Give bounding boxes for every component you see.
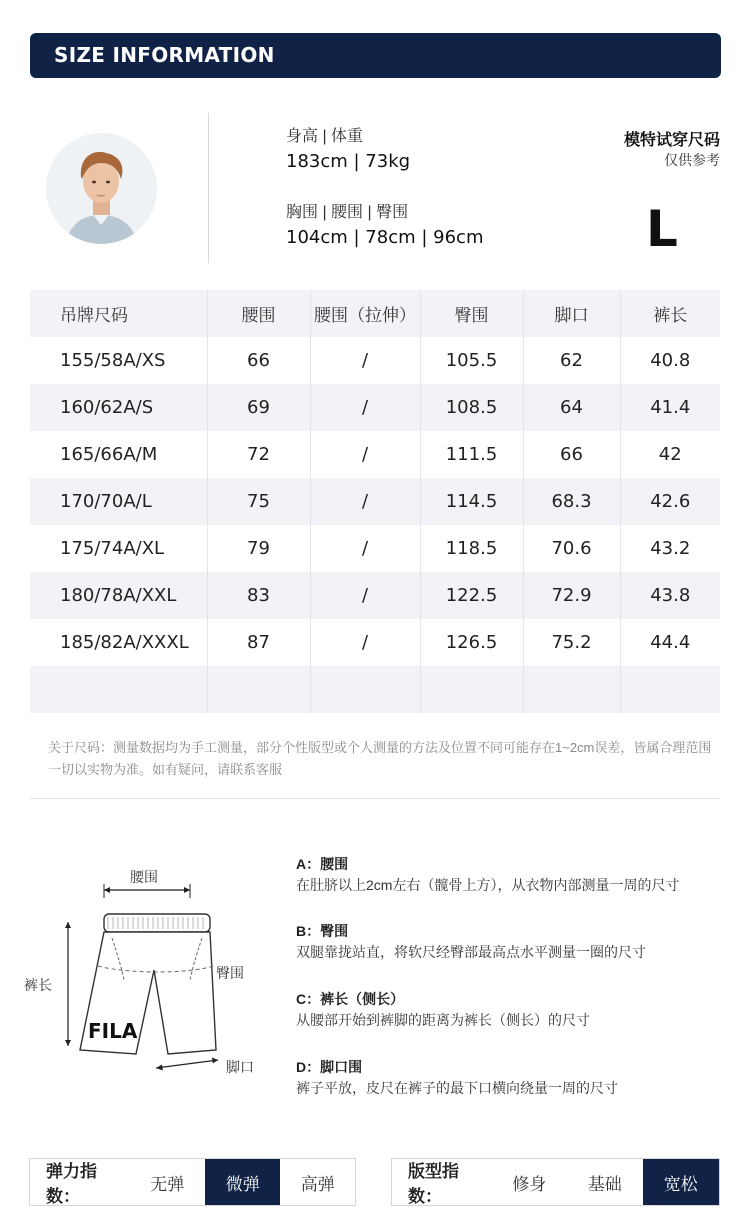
table-cell: 118.5 [420, 525, 523, 572]
table-cell: / [310, 572, 420, 619]
table-cell: 75 [207, 478, 310, 525]
table-cell: 83 [207, 572, 310, 619]
elasticity-label: 弹力指数： [46, 1162, 97, 1206]
table-header-cell: 臀围 [420, 290, 523, 337]
hem-label: 脚口 [226, 1060, 254, 1076]
desc-waist [296, 854, 736, 896]
hip-label: 臀围 [216, 966, 244, 982]
table-cell: 155/58A/XS [60, 350, 166, 371]
elasticity-option-slight[interactable]: 微弹 [205, 1159, 281, 1205]
table-cell: 160/62A/S [30, 384, 207, 431]
body-measure-label: 胸围 | 腰围 | 臀围 [286, 204, 409, 221]
desc-title: C：裤长（侧长） [296, 991, 405, 1007]
fila-logo: FILA [88, 1019, 138, 1043]
table-cell: / [310, 337, 420, 384]
table-cell: 108.5 [420, 384, 523, 431]
table-cell: 180/78A/XXL [30, 572, 207, 619]
table-header-cell: 腰围 [207, 290, 310, 337]
height-weight-block [286, 125, 410, 175]
body-measure-block [286, 201, 483, 251]
tryon-size-note: 仅供参考 [664, 152, 720, 168]
table-cell: 42.6 [620, 478, 720, 525]
fit-label: 版型指数： [408, 1162, 459, 1206]
desc-text: 在肚脐以上2cm左右（髋骨上方），从衣物内部测量一周的尺寸 [296, 877, 680, 893]
model-portrait-icon [46, 133, 157, 244]
table-row [30, 525, 720, 572]
shorts-icon [18, 860, 278, 1090]
table-cell: 175/74A/XL [60, 538, 165, 559]
table-cell: / [310, 478, 420, 525]
desc-title: D：脚口围 [296, 1059, 363, 1075]
table-cell: 42 [620, 431, 720, 478]
table-cell: 75.2 [523, 619, 620, 666]
table-cell: 114.5 [420, 478, 523, 525]
table-cell: 70.6 [523, 525, 620, 572]
desc-text: 从腰部开始到裤脚的距离为裤长（侧长）的尺寸 [296, 1012, 590, 1028]
table-row-empty [30, 666, 720, 713]
table-cell: 126.5 [420, 619, 523, 666]
length-label: 裤长 [24, 978, 52, 994]
table-cell: 44.4 [620, 619, 720, 666]
table-row [30, 384, 720, 431]
desc-title: B：臀围 [296, 923, 349, 939]
table-cell: 43.2 [620, 525, 720, 572]
table-cell: 69 [207, 384, 310, 431]
desc-hip [296, 921, 736, 963]
table-row [30, 478, 720, 525]
table-cell: 79 [207, 525, 310, 572]
tryon-size-letter: L [646, 200, 678, 258]
shorts-diagram [18, 860, 278, 1090]
fit-index [391, 1158, 720, 1206]
height-weight-value: 183cm | 73kg [286, 151, 411, 172]
height-weight-label: 身高 | 体重 [286, 128, 364, 145]
fit-option-slim[interactable]: 修身 [512, 1174, 547, 1194]
table-cell: 72 [207, 431, 310, 478]
desc-length [296, 989, 736, 1031]
model-divider [208, 113, 209, 263]
desc-title: A：腰围 [296, 856, 349, 872]
desc-hem [296, 1057, 736, 1099]
table-row [30, 431, 720, 478]
table-cell: 105.5 [420, 337, 523, 384]
table-cell: 87 [207, 619, 310, 666]
table-cell: 40.8 [620, 337, 720, 384]
table-cell: 185/82A/XXXL [60, 632, 189, 653]
desc-text: 双腿靠拢站直，将软尺经臀部最高点水平测量一圈的尺寸 [296, 944, 646, 960]
table-row [30, 337, 720, 384]
model-avatar [46, 133, 157, 244]
table-header-cell: 腰围（拉伸） [310, 290, 420, 337]
table-cell: 170/70A/L [30, 478, 207, 525]
table-header-cell: 脚口 [523, 290, 620, 337]
elasticity-option-high[interactable]: 高弹 [300, 1174, 335, 1194]
table-cell: 62 [523, 337, 620, 384]
table-header-cell: 裤长 [620, 290, 720, 337]
section-header: SIZE INFORMATION [30, 33, 721, 78]
section-divider [30, 798, 720, 799]
fit-option-loose[interactable]: 宽松 [643, 1159, 720, 1205]
table-cell: 66 [207, 337, 310, 384]
elasticity-index [29, 1158, 356, 1206]
table-header-row [30, 290, 720, 337]
table-cell: / [310, 384, 420, 431]
table-cell: 43.8 [620, 572, 720, 619]
size-table [30, 290, 720, 713]
size-note: 关于尺码：测量数据均为手工测量，部分个性版型或个人测量的方法及位置不同可能存在1~2cm误差，皆属合理范围一切以实物为准。如有疑问，请联系客服 [48, 740, 712, 777]
table-cell: / [310, 431, 420, 478]
table-cell: 72.9 [523, 572, 620, 619]
desc-text: 裤子平放，皮尺在裤子的最下口横向绕量一周的尺寸 [296, 1080, 618, 1096]
table-cell: 68.3 [523, 478, 620, 525]
elasticity-option-none[interactable]: 无弹 [150, 1174, 185, 1194]
table-cell: / [310, 525, 420, 572]
body-measure-value: 104cm | 78cm | 96cm [286, 227, 484, 248]
table-cell: 41.4 [620, 384, 720, 431]
fit-option-regular[interactable]: 基础 [587, 1174, 622, 1194]
table-header-cell: 吊牌尺码 [30, 290, 207, 337]
table-cell: 165/66A/M [60, 444, 158, 465]
table-cell: / [310, 619, 420, 666]
table-cell: 66 [523, 431, 620, 478]
table-row [30, 619, 720, 666]
table-row [30, 572, 720, 619]
tryon-size-title: 模特试穿尺码 [623, 132, 720, 149]
table-cell: 111.5 [420, 431, 523, 478]
table-cell: 122.5 [420, 572, 523, 619]
table-cell: 64 [523, 384, 620, 431]
waist-label: 腰围 [130, 870, 158, 886]
